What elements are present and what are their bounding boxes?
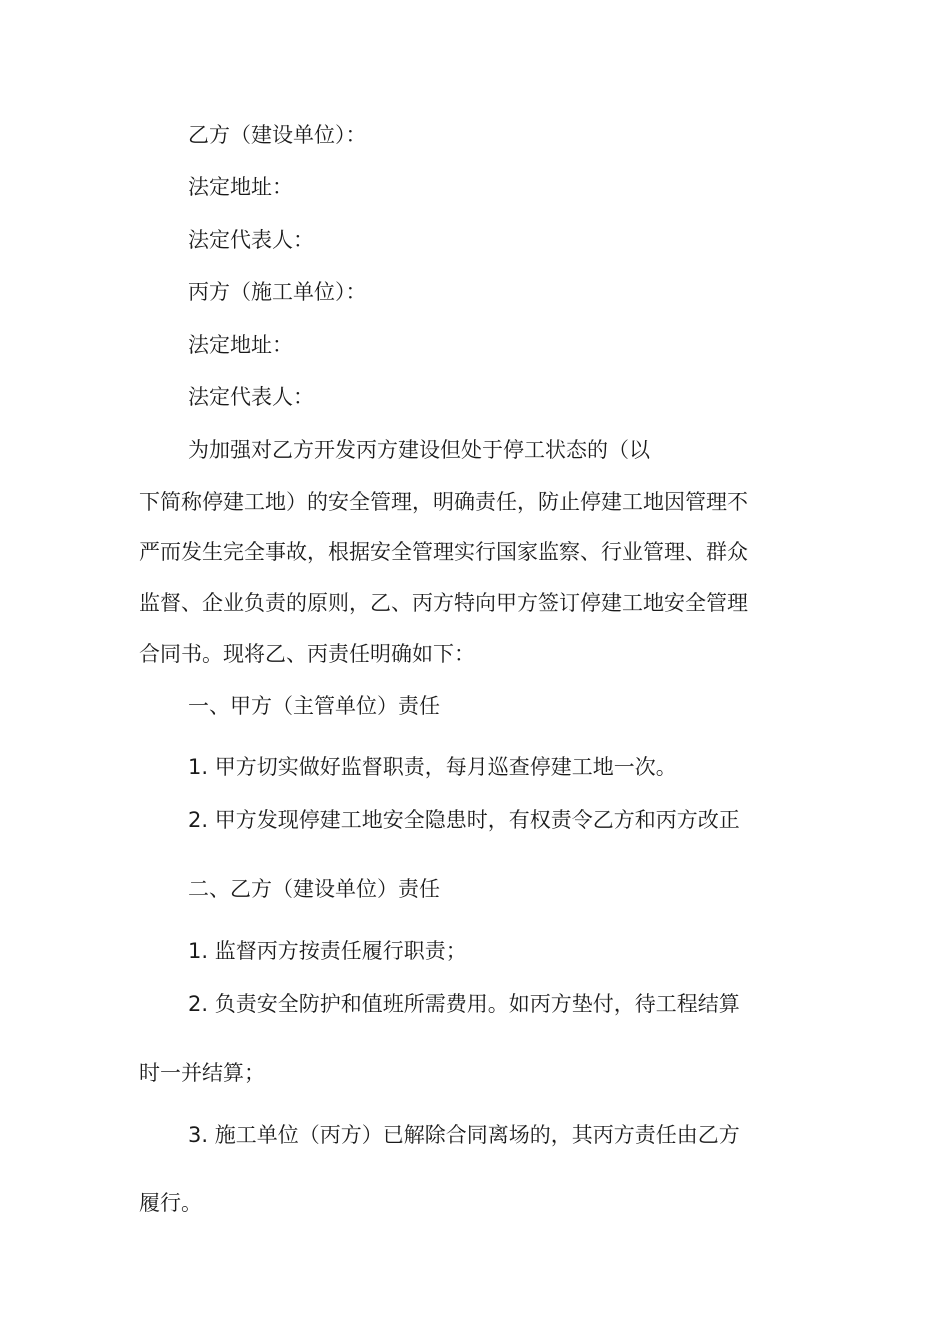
- section-2-heading: 二、乙方（建设单位）责任: [188, 877, 440, 901]
- party-c-heading: 丙方（施工单位）：: [188, 280, 367, 304]
- section-2-item-2: 2. 负责安全防护和值班所需费用。如丙方垫付，待工程结算: [188, 992, 740, 1016]
- intro-paragraph-line-1: 为加强对乙方开发丙方建设但处于停工状态的（以: [188, 438, 650, 462]
- section-1-item-1: 1. 甲方切实做好监督职责，每月巡查停建工地一次。: [188, 755, 677, 779]
- intro-paragraph-line-3: 严而发生完全事故，根据安全管理实行国家监察、行业管理、群众: [139, 540, 748, 564]
- party-b-rep-label: 法定代表人：: [188, 228, 314, 252]
- section-2-item-1: 1. 监督丙方按责任履行职责；: [188, 939, 467, 963]
- party-c-address-label: 法定地址：: [188, 333, 293, 357]
- section-2-item-2-cont: 时一并结算；: [139, 1061, 265, 1085]
- section-2-item-3-cont: 履行。: [139, 1191, 202, 1215]
- section-2-item-3: 3. 施工单位（丙方）已解除合同离场的，其丙方责任由乙方: [188, 1123, 740, 1147]
- party-b-heading: 乙方（建设单位）：: [188, 123, 367, 147]
- intro-paragraph-line-5: 合同书。现将乙、丙责任明确如下：: [139, 642, 475, 666]
- party-b-address-label: 法定地址：: [188, 175, 293, 199]
- intro-paragraph-line-2: 下简称停建工地）的安全管理，明确责任，防止停建工地因管理不: [139, 490, 748, 514]
- party-c-rep-label: 法定代表人：: [188, 385, 314, 409]
- section-1-heading: 一、甲方（主管单位）责任: [188, 694, 440, 718]
- intro-paragraph-line-4: 监督、企业负责的原则，乙、丙方特向甲方签订停建工地安全管理: [139, 591, 748, 615]
- section-1-item-2: 2. 甲方发现停建工地安全隐患时，有权责令乙方和丙方改正: [188, 808, 740, 832]
